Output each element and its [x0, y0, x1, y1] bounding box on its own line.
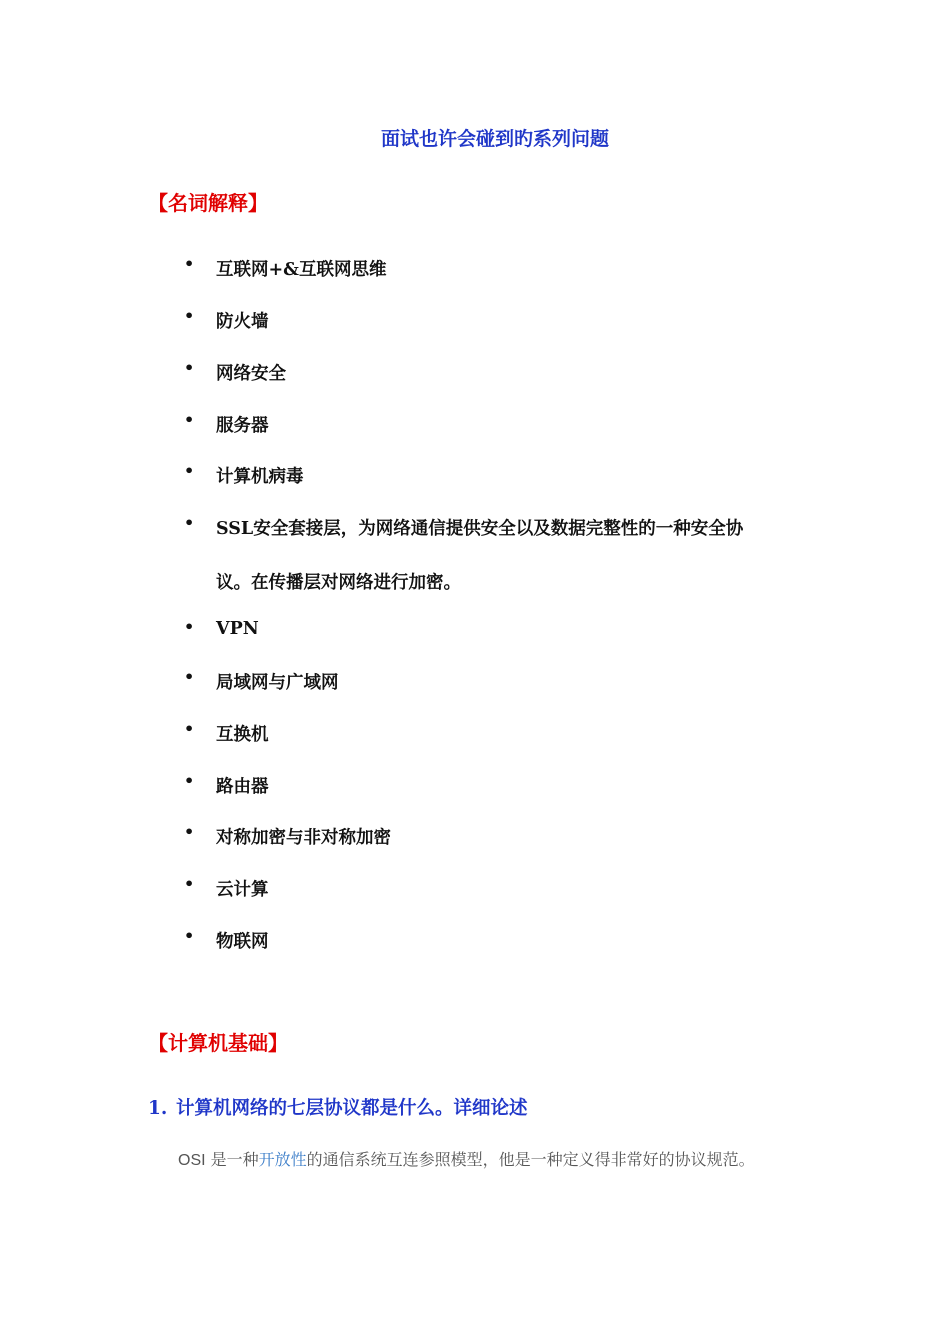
bullet-icon: • — [184, 306, 195, 325]
term-text: 计算机病毒 — [216, 467, 304, 487]
term-text: 路由器 — [216, 777, 269, 797]
paragraph-text: 的通信系统互连参照模型，他是一种定义得非常好的协议规范。 — [306, 1150, 755, 1169]
openness-link[interactable]: 开放性 — [258, 1150, 307, 1169]
term-text: 网络安全 — [216, 364, 286, 384]
section-heading-computer-basics: 【计算机基础】 — [148, 1031, 288, 1055]
bullet-icon: • — [184, 719, 195, 738]
bullet-icon: • — [184, 874, 195, 893]
term-text: 物联网 — [216, 932, 269, 952]
question-text: 计算机网络的七层协议都是什么。详细论述 — [176, 1098, 528, 1119]
term-text: 防火墙 — [216, 312, 269, 332]
bullet-icon: • — [184, 254, 195, 273]
bullet-icon: • — [184, 617, 195, 636]
question-heading — [148, 1094, 528, 1120]
bullet-icon: • — [184, 513, 195, 532]
section-heading-terms: 【名词解释】 — [148, 191, 268, 215]
term-text-continuation: 议。在传播层对网络进行加密。 — [216, 573, 461, 593]
bullet-icon: • — [184, 667, 195, 686]
bullet-icon: • — [184, 822, 195, 841]
term-text: VPN — [216, 619, 259, 639]
term-text: 云计算 — [216, 880, 269, 900]
term-text: 互换机 — [216, 725, 269, 745]
question-number: 1. — [148, 1098, 168, 1119]
term-text: 对称加密与非对称加密 — [216, 828, 391, 848]
answer-paragraph — [178, 1147, 755, 1170]
bullet-icon: • — [184, 771, 195, 790]
bullet-icon: • — [184, 410, 195, 429]
paragraph-osi: OSI — [178, 1152, 206, 1169]
paragraph-text: 是一种 — [205, 1150, 259, 1169]
bullet-icon: • — [184, 461, 195, 480]
bullet-icon: • — [184, 358, 195, 377]
bullet-icon: • — [184, 926, 195, 945]
term-text: 互联网+&互联网思维 — [216, 260, 387, 280]
document-title: 面试也许会碰到旳系列问题 — [380, 128, 609, 150]
term-text: 服务器 — [216, 416, 269, 436]
term-text: 局域网与广域网 — [216, 673, 339, 693]
term-text: SSL安全套接层，为网络通信提供安全以及数据完整性的一种安全协 — [216, 519, 744, 539]
